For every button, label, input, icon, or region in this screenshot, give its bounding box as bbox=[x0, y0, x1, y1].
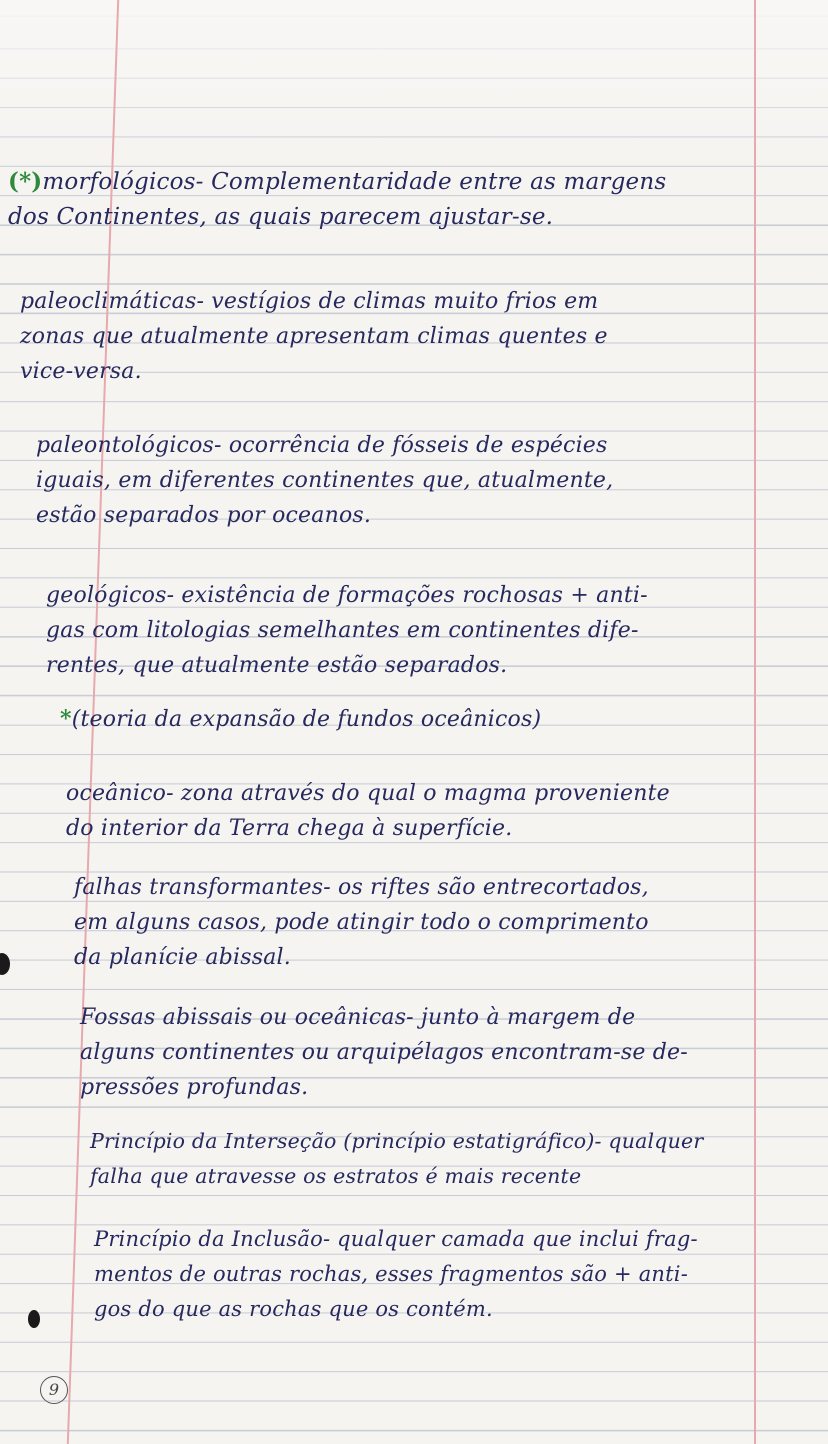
note-line: Princípio da Interseção (princípio estatigráfico)- qualquer bbox=[90, 1129, 704, 1153]
note-geologicos bbox=[46, 578, 648, 683]
note-line: rentes, que atualmente estão separados. bbox=[46, 653, 508, 678]
binder-hole bbox=[28, 1310, 40, 1328]
note-line: em alguns casos, pode atingir todo o comprimento bbox=[74, 910, 649, 935]
note-fossas bbox=[80, 1000, 688, 1105]
note-morfologicos bbox=[8, 164, 666, 235]
note-oceanico bbox=[66, 776, 670, 846]
note-line-text: morfológicos- Complementaridade entre as margens bbox=[42, 169, 667, 195]
note-intersecao bbox=[90, 1124, 703, 1194]
note-line: pressões profundas. bbox=[80, 1075, 309, 1100]
note-line: iguais, em diferentes continentes que, atualmente, bbox=[36, 468, 614, 493]
note-line-text: (teoria da expansão de fundos oceânicos) bbox=[71, 707, 542, 732]
right-margin-line bbox=[754, 0, 756, 1444]
note-line bbox=[60, 702, 541, 737]
note-line: zonas que atualmente apresentam climas quentes e bbox=[20, 324, 608, 349]
binder-hole bbox=[0, 953, 10, 975]
note-line: paleoclimáticas- vestígios de climas muito frios em bbox=[20, 289, 599, 314]
note-paleoclimaticas bbox=[20, 284, 608, 389]
note-line bbox=[8, 164, 666, 200]
asterisk-marker: * bbox=[60, 706, 72, 732]
note-line: oceânico- zona através do qual o magma proveniente bbox=[66, 781, 670, 806]
note-falhas bbox=[74, 870, 649, 975]
note-paleontologicos bbox=[36, 428, 613, 533]
asterisk-marker: (*) bbox=[8, 168, 43, 195]
note-line: dos Continentes, as quais parecem ajustar-se. bbox=[8, 204, 554, 230]
note-line: Princípio da Inclusão- qualquer camada que inclui frag- bbox=[94, 1227, 698, 1251]
note-line: Fossas abissais ou oceânicas- junto à margem de bbox=[80, 1005, 636, 1030]
note-line: do interior da Terra chega à superfície. bbox=[66, 816, 513, 841]
note-line: gas com litologias semelhantes em continentes dife- bbox=[46, 618, 639, 643]
note-line: alguns continentes ou arquipélagos encontram-se de- bbox=[80, 1040, 688, 1065]
note-teoria bbox=[60, 702, 541, 737]
note-line: geológicos- existência de formações rochosas + anti- bbox=[46, 583, 648, 608]
note-line: falhas transformantes- os riftes são entrecortados, bbox=[74, 875, 649, 900]
note-line: da planície abissal. bbox=[74, 945, 291, 970]
note-line: falha que atravesse os estratos é mais recente bbox=[90, 1164, 582, 1188]
page-number: 9 bbox=[40, 1376, 68, 1404]
note-line: paleontológicos- ocorrência de fósseis de espécies bbox=[36, 433, 608, 458]
note-line: mentos de outras rochas, esses fragmentos são + anti- bbox=[94, 1262, 688, 1286]
paper-fold-shade bbox=[0, 0, 828, 150]
note-line: estão separados por oceanos. bbox=[36, 503, 372, 528]
note-inclusao bbox=[94, 1222, 698, 1327]
note-line: vice-versa. bbox=[20, 359, 142, 384]
note-line: gos do que as rochas que os contém. bbox=[94, 1297, 493, 1321]
